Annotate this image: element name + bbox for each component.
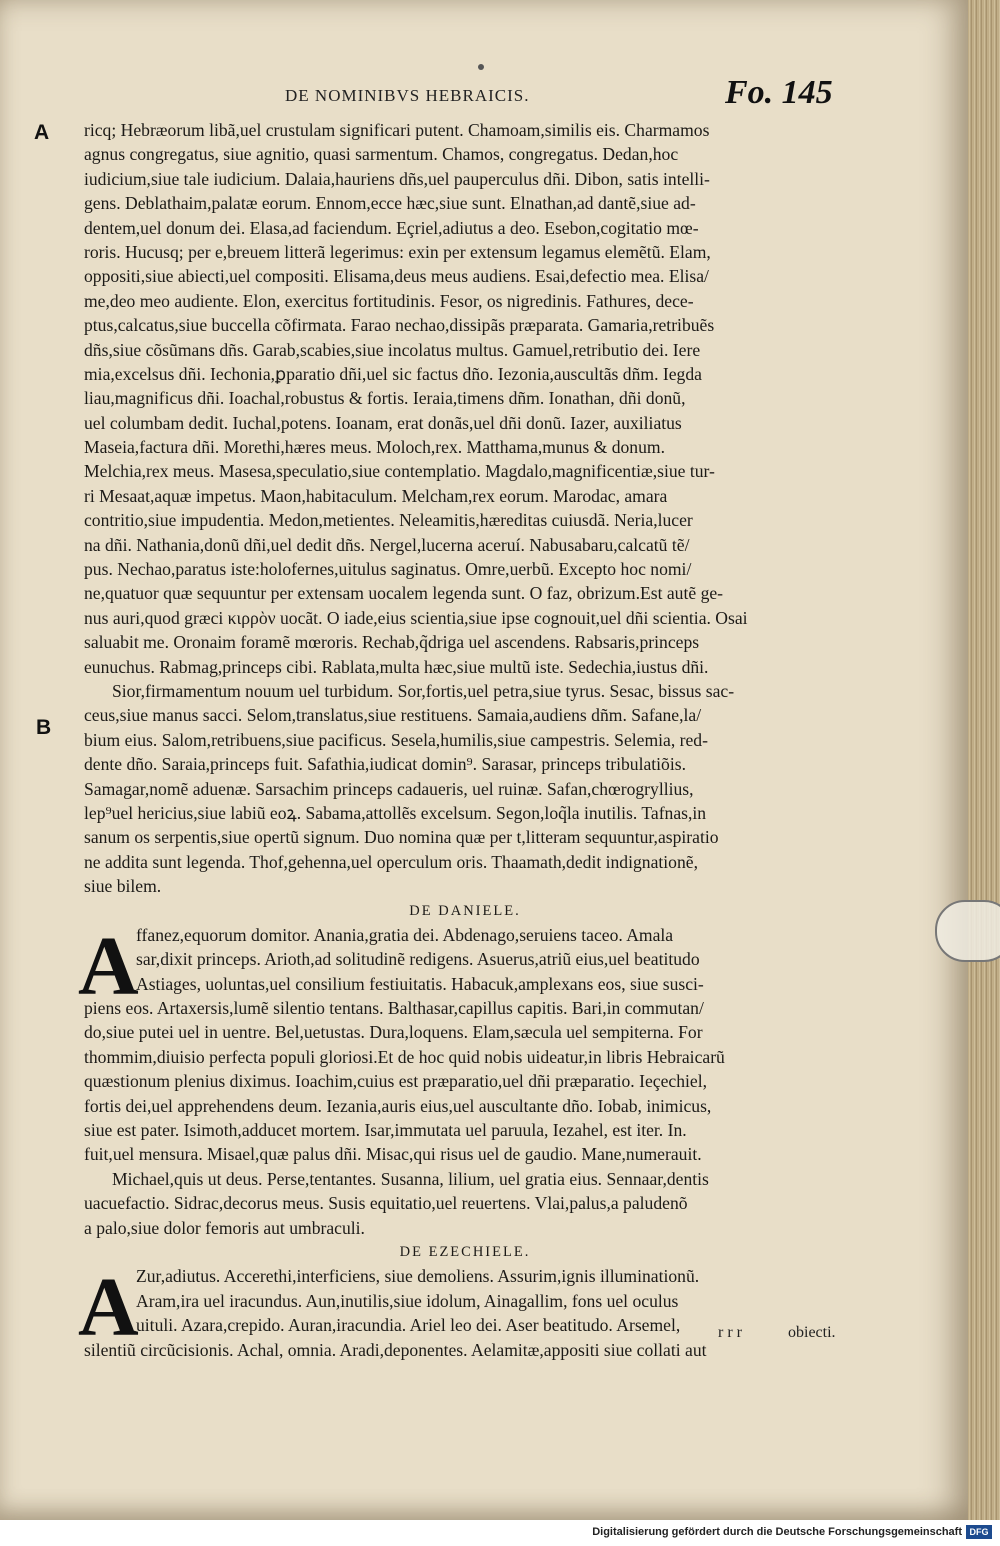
text-line: ne addita sunt legenda. Thof,gehenna,uel operculum oris. Thaamath,dedit indignationẽ, bbox=[84, 851, 698, 872]
text-line: silentiũ circũcisionis. Achal, omnia. Aradi,deponentes. Aelamitæ,appositi siue collati aut bbox=[84, 1339, 707, 1360]
text-line: siue est pater. Isimoth,adducet mortem. Isar,immutata uel paruula, Iezahel, est iter. In. bbox=[84, 1120, 687, 1141]
text-line-beside-dropcap: Zur,adiutus. Accerethi,interficiens, siue demoliens. Assurim,ignis illuminationũ. bbox=[136, 1266, 700, 1287]
section-heading-daniel: DE DANIELE. bbox=[409, 902, 521, 919]
page-edges bbox=[968, 0, 1000, 1520]
text-line: a palo,siue dolor femoris aut umbraculi. bbox=[84, 1217, 365, 1238]
text-line: nus auri,quod græci κιρρὸν uocãt. O iade,eius scientia,siue ipse cognouit,uel dñi scientia. Osai bbox=[84, 607, 748, 628]
text-line: sanum os serpentis,siue opertũ signum. Duo nomina quæ per t,litteram sequuntur,aspiratio bbox=[84, 827, 719, 848]
text-line: liau,magnificus dñi. Ioachal,robustus & fortis. Ieraia,timens dñm. Ionathan, dñi donũ, bbox=[84, 388, 686, 409]
text-line: pus. Nechao,paratus iste:holofernes,uitulus saginatus. Omre,uerbũ. Excepto hoc nomi/ bbox=[84, 559, 692, 580]
drop-cap-letter: A bbox=[78, 1261, 139, 1355]
text-line: ricq; Hebræorum libã,uel crustulam significari putent. Chamoam,similis eis. Charmamos bbox=[84, 120, 710, 140]
text-line-beside-dropcap: Aram,ira uel iracundus. Aun,inutilis,siue idolum, Ainagallim, fons uel oculus bbox=[136, 1290, 679, 1311]
text-line-indented: Michael,quis ut deus. Perse,tentantes. Susanna, lilium, uel gratia eius. Sennaar,dentis bbox=[112, 1168, 709, 1189]
text-line-beside-dropcap: sar,dixit princeps. Arioth,ad solitudinẽ redigens. Asuerus,atriũ eius,uel beatitudo bbox=[136, 949, 700, 970]
catchword: obiecti. bbox=[788, 1324, 836, 1341]
text-line: fortis dei,uel apprehendens deum. Iezania,auris eius,uel auscultante dño. Iobab, inimicus, bbox=[84, 1095, 712, 1116]
text-line: dente dño. Saraia,princeps fuit. Safathia,iudicat domin⁹. Sarasar, princeps tribulatiõis. bbox=[84, 754, 686, 775]
main-text-block bbox=[78, 118, 846, 1362]
text-line: piens eos. Artaxersis,lumẽ silentio tentans. Balthasar,capillus capitis. Bari,in commutan/ bbox=[84, 998, 704, 1019]
digitization-note: Digitalisierung gefördert durch die Deutsche Forschungsgemeinschaft bbox=[592, 1526, 962, 1538]
page-clip bbox=[935, 900, 1000, 962]
drop-cap-letter: A bbox=[78, 919, 139, 1013]
text-line: mia,excelsus dñi. Iechonia,ꝑparatio dñi,uel sic factus dño. Iezonia,auscultãs dñm. Iegda bbox=[84, 363, 702, 384]
text-line: bium eius. Salom,retribuens,siue pacificus. Sesela,humilis,siue campestris. Selemia, red- bbox=[84, 729, 708, 750]
dfg-logo-icon: DFG bbox=[966, 1525, 992, 1539]
text-line: Melchia,rex meus. Masesa,speculatio,siue contemplatio. Magdalo,magnificentiæ,siue tur- bbox=[84, 461, 715, 482]
margin-letter-a: A bbox=[34, 121, 50, 144]
running-title: DE NOMINIBVS HEBRAICIS. bbox=[285, 86, 530, 105]
text-line-beside-dropcap: ffanez,equorum domitor. Anania,gratia dei. Abdenago,seruiens taceo. Amala bbox=[136, 924, 674, 945]
text-line: me,deo meo audiente. Elon, exercitus fortitudinis. Fesor, os nigredinis. Fathures, dece- bbox=[84, 290, 694, 311]
text-line: quæstionum plenius diximus. Ioachim,cuius est præparatio,uel dñi præparatio. Ieçechiel, bbox=[84, 1071, 707, 1092]
text-line: eunuchus. Rabmag,princeps cibi. Rablata,multa hæc,siue multũ iste. Sedechia,iustus dñi. bbox=[84, 656, 709, 677]
text-line: gens. Deblathaim,palatæ eorum. Ennom,ecce hæc,siue sunt. Elnathan,ad dantẽ,siue ad- bbox=[84, 193, 696, 214]
text-line: Maseia,factura dñi. Morethi,hæres meus. Moloch,rex. Matthama,munus & donum. bbox=[84, 437, 665, 458]
text-line: ptus,calcatus,siue buccella cõfirmata. Farao nechao,dissipãs præparata. Gamaria,retribuẽs bbox=[84, 315, 715, 336]
text-line: do,siue putei uel in uentre. Bel,uetustas. Dura,loquens. Elam,sæcula uel sempiterna. For bbox=[84, 1022, 703, 1043]
text-line: thommim,diuisio perfecta populi gloriosi.Et de hoc quid nobis uideatur,in libris Hebraicarũ bbox=[84, 1046, 725, 1067]
text-line: na dñi. Nathania,donũ dñi,uel dedit dñs. Nergel,lucerna aceruí. Nabusabaru,calcatũ tẽ/ bbox=[84, 534, 690, 555]
page-mark-dot bbox=[478, 64, 484, 70]
text-line: ne,quatuor quæ sequuntur per extensam uocalem legenda sunt. O faz, obrizum.Est autẽ ge- bbox=[84, 583, 724, 604]
section-daniel bbox=[78, 919, 846, 1240]
text-line: uacuefactio. Sidrac,decorus meus. Susis equitatio,uel reuertens. Vlai,palus,a paludenõ bbox=[84, 1193, 688, 1214]
text-line: siue bilem. bbox=[84, 876, 162, 897]
footer-bar bbox=[0, 1520, 1000, 1546]
section-heading-ezechiel: DE EZECHIELE. bbox=[399, 1243, 531, 1260]
text-line-indented: Sior,firmamentum nouum uel turbidum. Sor,fortis,uel petra,siue tyrus. Sesac, bissus sac- bbox=[112, 680, 735, 701]
text-line: ceus,siue manus sacci. Selom,translatus,siue restituens. Samaia,audiens dñm. Safane,la/ bbox=[84, 705, 702, 726]
text-line: dñs,siue cõsũmans dñs. Garab,scabies,siue incolatus multus. Gamuel,retributio dei. Iere bbox=[84, 339, 701, 360]
text-line: agnus congregatus, siue agnitio, quasi sarmentum. Chamos, congregatus. Dedan,hoc bbox=[84, 144, 679, 165]
folio-number: Fo. 145 bbox=[725, 74, 833, 111]
text-line: dentem,uel donum dei. Elasa,ad faciendum. Eçriel,adiutus a deo. Esebon,cogitatio mœ- bbox=[84, 217, 699, 238]
signature-mark: r r r bbox=[718, 1324, 742, 1341]
section-ezechiel bbox=[78, 1261, 846, 1362]
text-line: fuit,uel mensura. Misael,quæ palus dñi. Misac,qui risus uel de gaudio. Mane,numerauit. bbox=[84, 1144, 702, 1165]
text-line: uel columbam dedit. Iuchal,potens. Ioanam, erat donãs,uel dñi donũ. Iazer, auxiliatus bbox=[84, 412, 682, 433]
text-line: Samagar,nomẽ aduenæ. Sarsachim princeps cadaueris, uel ruinæ. Safan,chœrogryllius, bbox=[84, 778, 694, 799]
text-line: iudicium,siue tale iudicium. Dalaia,hauriens dñs,uel pauperculus dñi. Dibon, satis intelli- bbox=[84, 168, 710, 189]
text-line-beside-dropcap: uituli. Azara,crepido. Auran,iracundia. Ariel leo dei. Aser beatitudo. Arsemel, bbox=[136, 1315, 681, 1336]
section-jeremiah-names bbox=[84, 118, 846, 899]
text-line: ri Mesaat,aquæ impetus. Maon,habitaculum. Melcham,rex eorum. Marodac, amara bbox=[84, 485, 668, 506]
text-line: lep⁹uel hericius,siue labiũ eoꝝ. Sabama,attollẽs excelsum. Segon,loq̃la inutilis. Tafnas,in bbox=[84, 802, 707, 823]
text-line: saluabit me. Oronaim foramẽ mœroris. Rechab,q̃driga uel ascendens. Rabsaris,princeps bbox=[84, 632, 700, 653]
text-line-beside-dropcap: Astiages, uoluntas,uel consilium festiuitatis. Habacuk,amplexans eos, siue susci- bbox=[136, 973, 704, 994]
text-line: contritio,siue impudentia. Medon,metientes. Neleamitis,hæreditas cuiusdã. Neria,lucer bbox=[84, 510, 693, 531]
text-line: roris. Hucusq; per e,breuem litterã legerimus: exin per extensum legamus elemẽtũ. Elam, bbox=[84, 241, 711, 262]
text-line: oppositi,siue abiecti,uel compositi. Elisama,deus meus audiens. Esai,defectio mea. Elisa/ bbox=[84, 266, 709, 287]
margin-letter-b: B bbox=[36, 716, 52, 739]
